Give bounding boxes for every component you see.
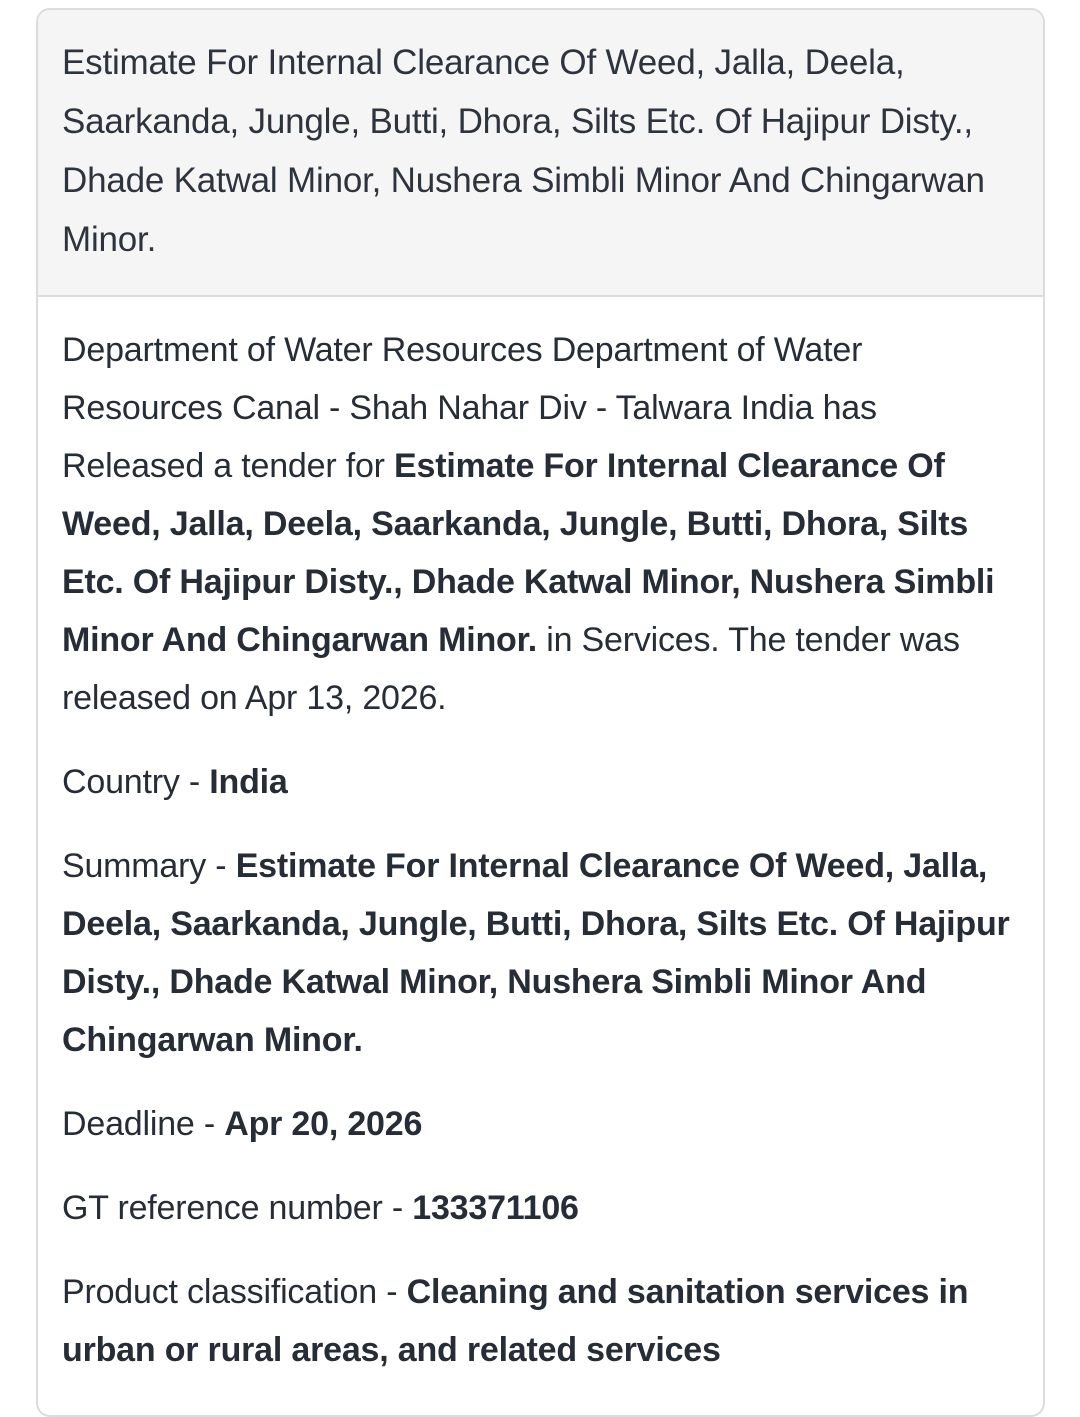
tender-card: [36, 8, 1045, 1417]
text-run-bold: Apr 20, 2026: [224, 1105, 423, 1143]
paragraph-country: [62, 753, 1019, 811]
text-run-bold: 133371106: [412, 1189, 579, 1227]
tender-title-header: [38, 10, 1043, 297]
text-run-regular: GT reference number -: [62, 1189, 413, 1227]
text-run-regular: Deadline -: [62, 1105, 225, 1143]
text-run-bold: India: [209, 763, 288, 801]
paragraph-description: [62, 321, 1019, 727]
paragraph-deadline: [62, 1095, 1019, 1153]
text-run-regular: Summary -: [62, 847, 236, 885]
paragraph-summary: [62, 837, 1019, 1069]
tender-details: [38, 297, 1043, 1415]
text-run-regular: in Services. The tender was released on Apr 13, 2026.: [62, 621, 960, 717]
text-run-bold: Cleaning and sanitation services in urban or rural areas, and related services: [62, 1273, 969, 1369]
text-run-regular: Product classification -: [62, 1273, 407, 1311]
text-run-bold: Estimate For Internal Clearance Of Weed, Jalla, Deela, Saarkanda, Jungle, Butti, Dhora, Silts Etc. Of Hajipur Disty., Dhade Katwal Minor, Nushera Simbli Minor And Chingarwan Minor.: [62, 447, 995, 659]
paragraph-gt-reference-number: [62, 1179, 1019, 1237]
text-run-bold: Estimate For Internal Clearance Of Weed, Jalla, Deela, Saarkanda, Jungle, Butti, Dhora, Silts Etc. Of Hajipur Disty., Dhade Katwal Minor, Nushera Simbli Minor And Chingarwan Minor.: [62, 847, 1010, 1059]
paragraph-product-classification: [62, 1263, 1019, 1379]
tender-title: Estimate For Internal Clearance Of Weed, Jalla, Deela, Saarkanda, Jungle, Butti, Dhora, Silts Etc. Of Hajipur Disty., Dhade Katwal Minor, Nushera Simbli Minor And Chingarwan Minor.: [62, 43, 985, 259]
text-run-regular: Department of Water Resources Department of Water Resources Canal - Shah Nahar Div - Talwara India has Released a tender for: [62, 331, 877, 485]
text-run-regular: Country -: [62, 763, 210, 801]
